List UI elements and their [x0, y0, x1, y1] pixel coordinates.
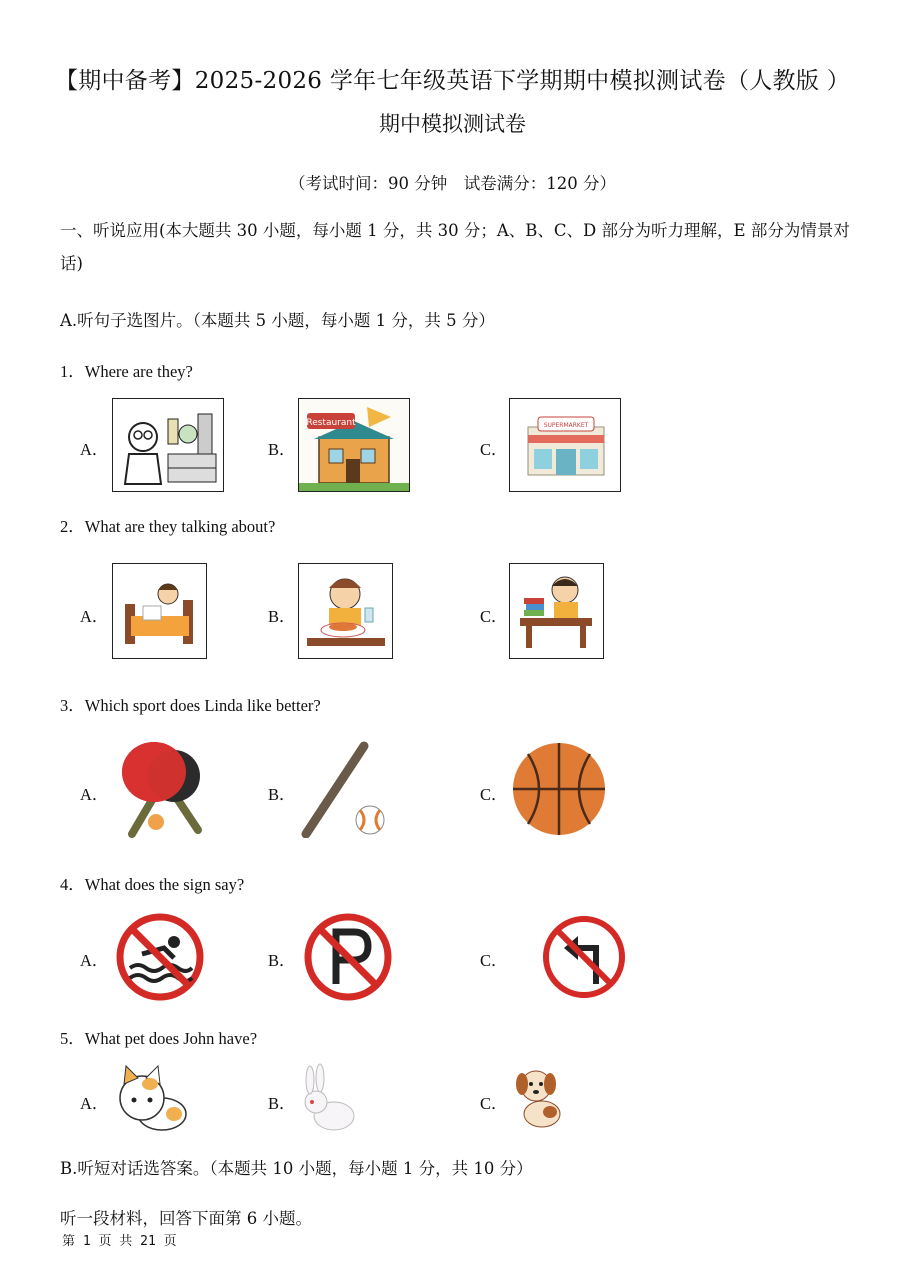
exam-info: （考试时间：90 分钟 试卷满分：120 分） [289, 174, 616, 193]
q1-option-b-label: B． [268, 440, 296, 459]
q2-option-c-label: C． [480, 607, 508, 626]
q1-option-a-label: A． [80, 440, 109, 459]
question-text: What are they talking about? [84, 517, 276, 536]
q2-option-b-label: B． [268, 607, 296, 626]
part-a-heading: A.听句子选图片。（本题共 5 小题，每小题 1 分，共 5 分） [60, 311, 495, 330]
question-text: What does the sign say? [84, 875, 245, 894]
rabbit-picture[interactable] [296, 1062, 362, 1136]
page-number: 第 1 页 共 21 页 [62, 1234, 177, 1249]
no-swimming-sign[interactable] [112, 912, 208, 1002]
restaurant-sign-text: Restaurant [306, 418, 356, 428]
dog-picture[interactable] [508, 1062, 572, 1136]
no-parking-sign[interactable] [300, 912, 396, 1002]
question-number: 1． [60, 362, 85, 381]
question-number: 4． [60, 875, 85, 894]
question-4 [60, 871, 244, 895]
question-number: 5． [60, 1029, 85, 1048]
document-title: 【期中备考】2025-2026 学年七年级英语下学期期中模拟测试卷（人教版 ） [54, 68, 851, 94]
question-1 [60, 358, 193, 382]
baseball-picture[interactable] [298, 738, 394, 838]
question-text: Which sport does Linda like better? [84, 696, 321, 715]
part-b-instruction: 听一段材料，回答下面第 6 小题。 [60, 1209, 312, 1228]
supermarket-building-picture[interactable] [509, 398, 621, 492]
boy-in-bed-picture[interactable] [112, 563, 207, 659]
question-3 [60, 692, 321, 716]
question-number: 2． [60, 517, 85, 536]
laboratory-scientist-picture[interactable] [112, 398, 224, 492]
question-5 [60, 1025, 257, 1049]
q3-option-a-label: A． [80, 785, 109, 804]
q3-option-b-label: B． [268, 785, 296, 804]
question-number: 3． [60, 696, 85, 715]
no-left-turn-sign[interactable] [540, 912, 628, 1002]
q4-option-a-label: A． [80, 951, 109, 970]
boy-eating-picture[interactable] [298, 563, 393, 659]
q5-option-a-label: A． [80, 1094, 109, 1113]
q5-option-b-label: B． [268, 1094, 296, 1113]
q4-option-c-label: C． [480, 951, 508, 970]
cat-picture[interactable] [110, 1062, 194, 1136]
q3-option-c-label: C． [480, 785, 508, 804]
basketball-picture[interactable] [510, 740, 608, 838]
supermarket-sign-text: SUPERMARKET [543, 422, 589, 429]
boy-reading-picture[interactable] [509, 563, 604, 659]
question-2 [60, 513, 275, 537]
q4-option-b-label: B． [268, 951, 296, 970]
question-text: What pet does John have? [84, 1029, 258, 1048]
q5-option-c-label: C． [480, 1094, 508, 1113]
section-1-heading: 一、听说应用(本大题共 30 小题，每小题 1 分，共 30 分；A、B、C、D 部分为听力理解，E 部分为情景对话) [60, 221, 850, 273]
ping-pong-picture[interactable] [112, 738, 208, 838]
q2-option-a-label: A． [80, 607, 109, 626]
q1-option-c-label: C． [480, 440, 508, 459]
question-text: Where are they? [84, 362, 193, 381]
document-subtitle: 期中模拟测试卷 [379, 112, 526, 136]
restaurant-building-picture[interactable] [298, 398, 410, 492]
part-b-heading: B.听短对话选答案。（本题共 10 小题，每小题 1 分，共 10 分） [60, 1159, 533, 1178]
